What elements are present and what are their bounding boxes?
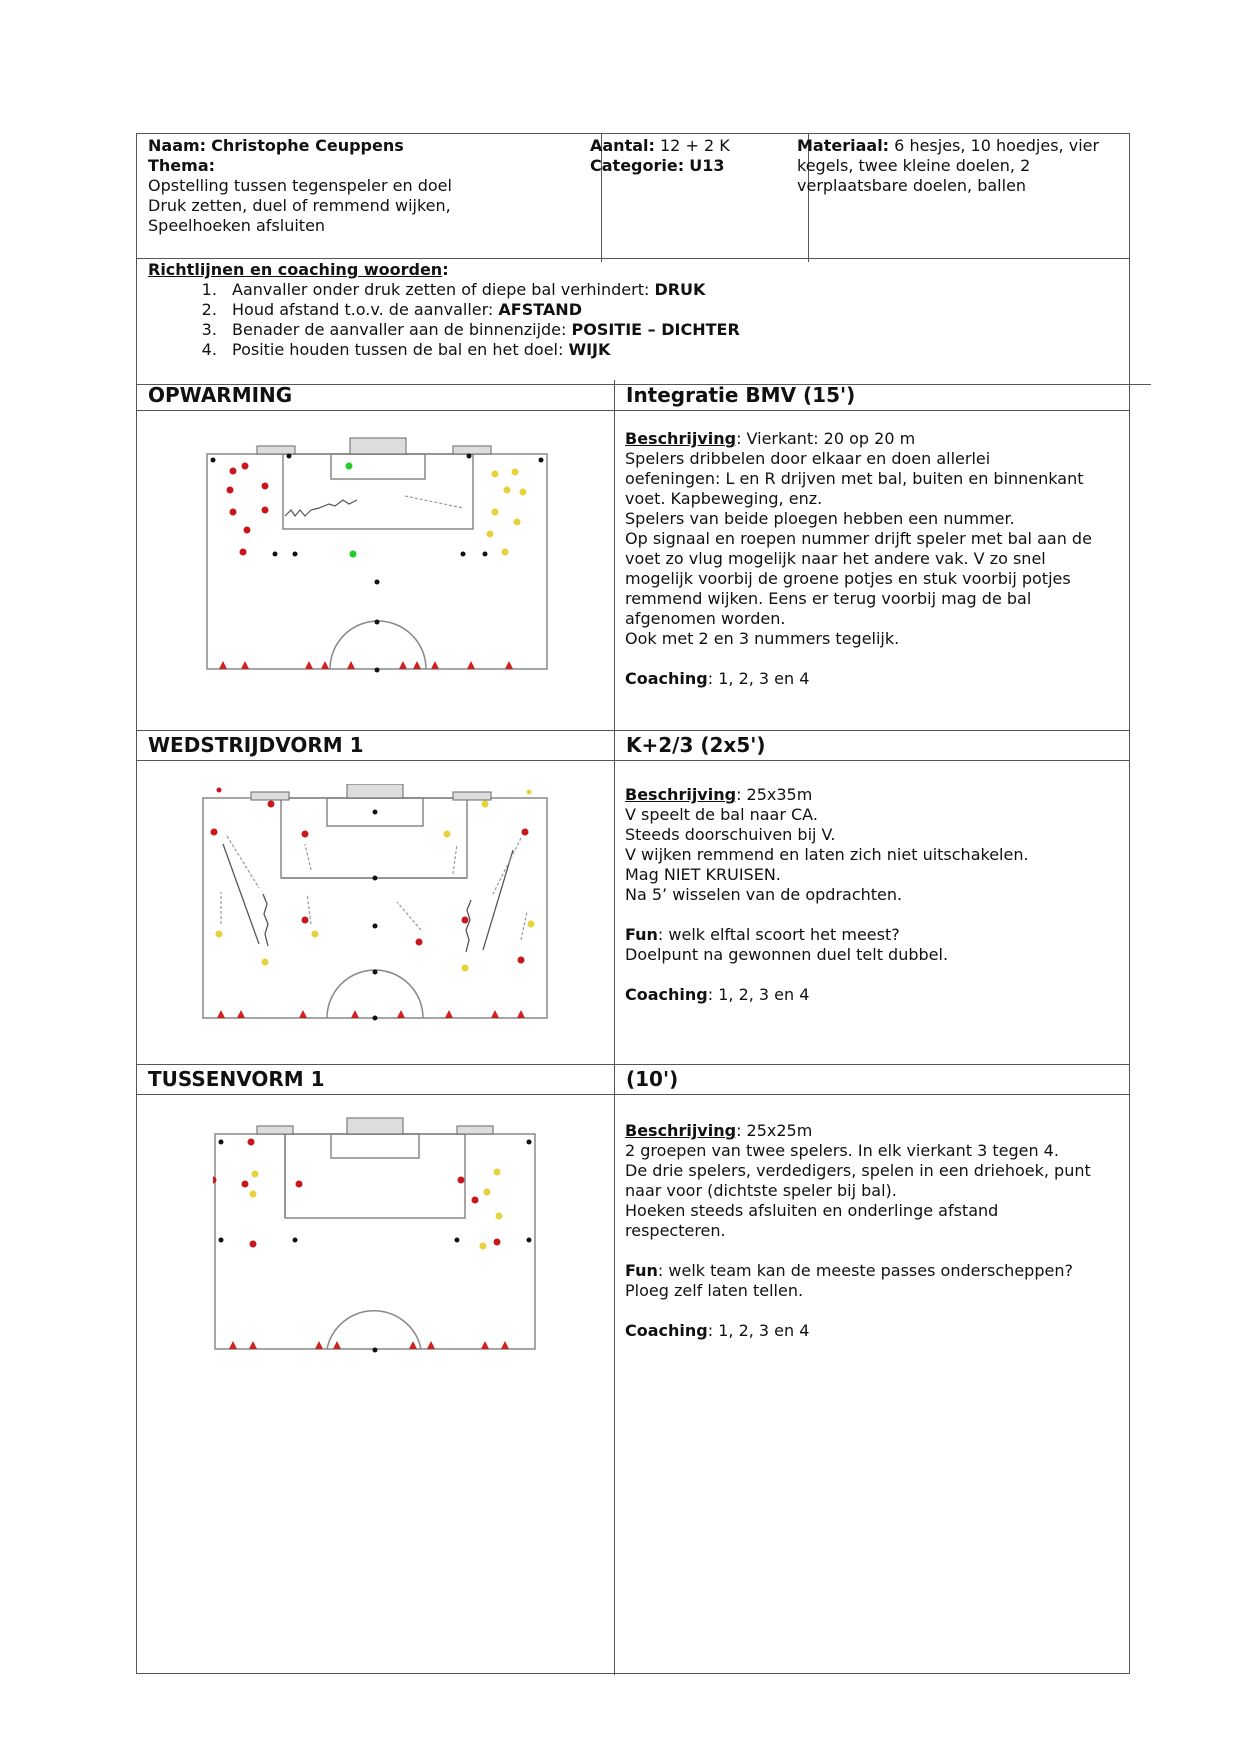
section-left-title: WEDSTRIJDVORM 1 [148, 733, 364, 757]
beschrijving-line: Spelers dribbelen door elkaar en doen allerlei [625, 449, 991, 468]
thema-line: Druk zetten, duel of remmend wijken, [148, 196, 451, 215]
coaching-value: : 1, 2, 3 en 4 [707, 1321, 810, 1340]
header-row [137, 134, 1129, 259]
beschrijving-line: Op signaal en roepen nummer drijft speler met bal aan de [625, 529, 1092, 548]
beschrijving-line: mogelijk voorbij de groene potjes en stuk voorbij potjes [625, 569, 1071, 588]
coaching-value: : 1, 2, 3 en 4 [707, 985, 810, 1004]
coaching-value: : 1, 2, 3 en 4 [707, 669, 810, 688]
guideline-item [222, 340, 1140, 360]
guidelines-list [148, 280, 1140, 360]
pitch-diagram-tussenvorm [213, 1116, 539, 1354]
section-header-wedstrijdvorm [137, 730, 1129, 761]
header-name-theme [137, 134, 602, 262]
materiaal-label: Materiaal: [797, 136, 890, 155]
beschrijving-line: voet. Kapbeweging, enz. [625, 489, 823, 508]
beschrijving-line: naar voor (dichtste speler bij bal). [625, 1181, 897, 1200]
beschrijving-line: : Vierkant: 20 op 20 m [736, 429, 916, 448]
thema-line: Opstelling tussen tegenspeler en doel [148, 176, 452, 195]
fun-line: Doelpunt na gewonnen duel telt dubbel. [625, 945, 949, 964]
beschrijving-label: Beschrijving [625, 429, 737, 448]
beschrijving-line: respecteren. [625, 1221, 726, 1240]
beschrijving-line: : 25x35m [736, 785, 813, 804]
guideline-text: Aanvaller onder druk zetten of diepe bal verhindert: [232, 280, 655, 299]
header-material [786, 134, 1151, 262]
fun-label: Fun [625, 925, 658, 944]
guidelines [137, 258, 1151, 385]
thema-label: Thema: [148, 156, 216, 175]
beschrijving-line: Na 5’ wisselen van de opdrachten. [625, 885, 903, 904]
coaching-label: Coaching [625, 985, 708, 1004]
materiaal-value: 6 hesjes, 10 hoedjes, vier kegels, twee kleine doelen, 2 verplaatsbare doelen, ballen [797, 136, 1100, 195]
guideline-keyword: POSITIE – DICHTER [571, 320, 740, 339]
training-sheet [136, 133, 1130, 1674]
section-description [625, 1121, 1125, 1341]
aantal-value: 12 + 2 K [660, 136, 730, 155]
fun-label: Fun [625, 1261, 658, 1280]
beschrijving-line: voet zo vlug mogelijk naar het andere vak. V zo snel [625, 549, 1046, 568]
section-body-tussenvorm [137, 1094, 1129, 1673]
guideline-item [222, 300, 1140, 320]
guideline-item [222, 280, 1140, 300]
naam-label: Naam: [148, 136, 207, 155]
beschrijving-label: Beschrijving [625, 1121, 737, 1140]
beschrijving-label: Beschrijving [625, 785, 737, 804]
section-body-opwarming [137, 410, 1129, 731]
section-description [625, 429, 1125, 689]
guidelines-colon: : [442, 260, 449, 279]
beschrijving-line: oefeningen: L en R drijven met bal, buiten en binnenkant [625, 469, 1084, 488]
section-description [625, 785, 1125, 1005]
guideline-text: Positie houden tussen de bal en het doel: [232, 340, 569, 359]
fun-line: : welk elftal scoort het meest? [657, 925, 900, 944]
section-left-title: OPWARMING [148, 383, 293, 407]
beschrijving-line: De drie spelers, verdedigers, spelen in een driehoek, punt [625, 1161, 1091, 1180]
categorie-value: U13 [689, 156, 725, 175]
header-count-category [579, 134, 809, 262]
coaching-label: Coaching [625, 1321, 708, 1340]
pitch-diagram-wedstrijdvorm [201, 784, 551, 1024]
section-left-title: TUSSENVORM 1 [148, 1067, 325, 1091]
guideline-keyword: DRUK [654, 280, 706, 299]
beschrijving-line: V speelt de bal naar CA. [625, 805, 818, 824]
beschrijving-line: 2 groepen van twee spelers. In elk vierkant 3 tegen 4. [625, 1141, 1059, 1160]
section-header-opwarming [137, 380, 1129, 411]
beschrijving-line: afgenomen worden. [625, 609, 786, 628]
beschrijving-line: Hoeken steeds afsluiten en onderlinge afstand [625, 1201, 999, 1220]
coaching-label: Coaching [625, 669, 708, 688]
guideline-keyword: WIJK [568, 340, 611, 359]
fun-line: : welk team kan de meeste passes onderscheppen? [657, 1261, 1073, 1280]
section-body-wedstrijdvorm [137, 760, 1129, 1065]
naam-value: Christophe Ceuppens [211, 136, 404, 155]
beschrijving-line: Spelers van beide ploegen hebben een nummer. [625, 509, 1015, 528]
beschrijving-line: Steeds doorschuiven bij V. [625, 825, 836, 844]
section-right-title: Integratie BMV (15') [626, 383, 856, 407]
guidelines-title: Richtlijnen en coaching woorden [148, 260, 443, 279]
beschrijving-line: : 25x25m [736, 1121, 813, 1140]
pitch-diagram-opwarming [205, 434, 551, 674]
guideline-item [222, 320, 1140, 340]
beschrijving-line: remmend wijken. Eens er terug voorbij mag de bal [625, 589, 1032, 608]
section-header-tussenvorm [137, 1064, 1129, 1095]
section-right-title: K+2/3 (2x5') [626, 733, 766, 757]
guideline-keyword: AFSTAND [498, 300, 582, 319]
guideline-text: Houd afstand t.o.v. de aanvaller: [232, 300, 499, 319]
guideline-text: Benader de aanvaller aan de binnenzijde: [232, 320, 572, 339]
aantal-label: Aantal: [590, 136, 655, 155]
beschrijving-line: Ook met 2 en 3 nummers tegelijk. [625, 629, 900, 648]
section-right-title: (10') [626, 1067, 679, 1091]
fun-line: Ploeg zelf laten tellen. [625, 1281, 804, 1300]
beschrijving-line: Mag NIET KRUISEN. [625, 865, 781, 884]
beschrijving-line: V wijken remmend en laten zich niet uitschakelen. [625, 845, 1029, 864]
categorie-label: Categorie: [590, 156, 685, 175]
thema-line: Speelhoeken afsluiten [148, 216, 326, 235]
